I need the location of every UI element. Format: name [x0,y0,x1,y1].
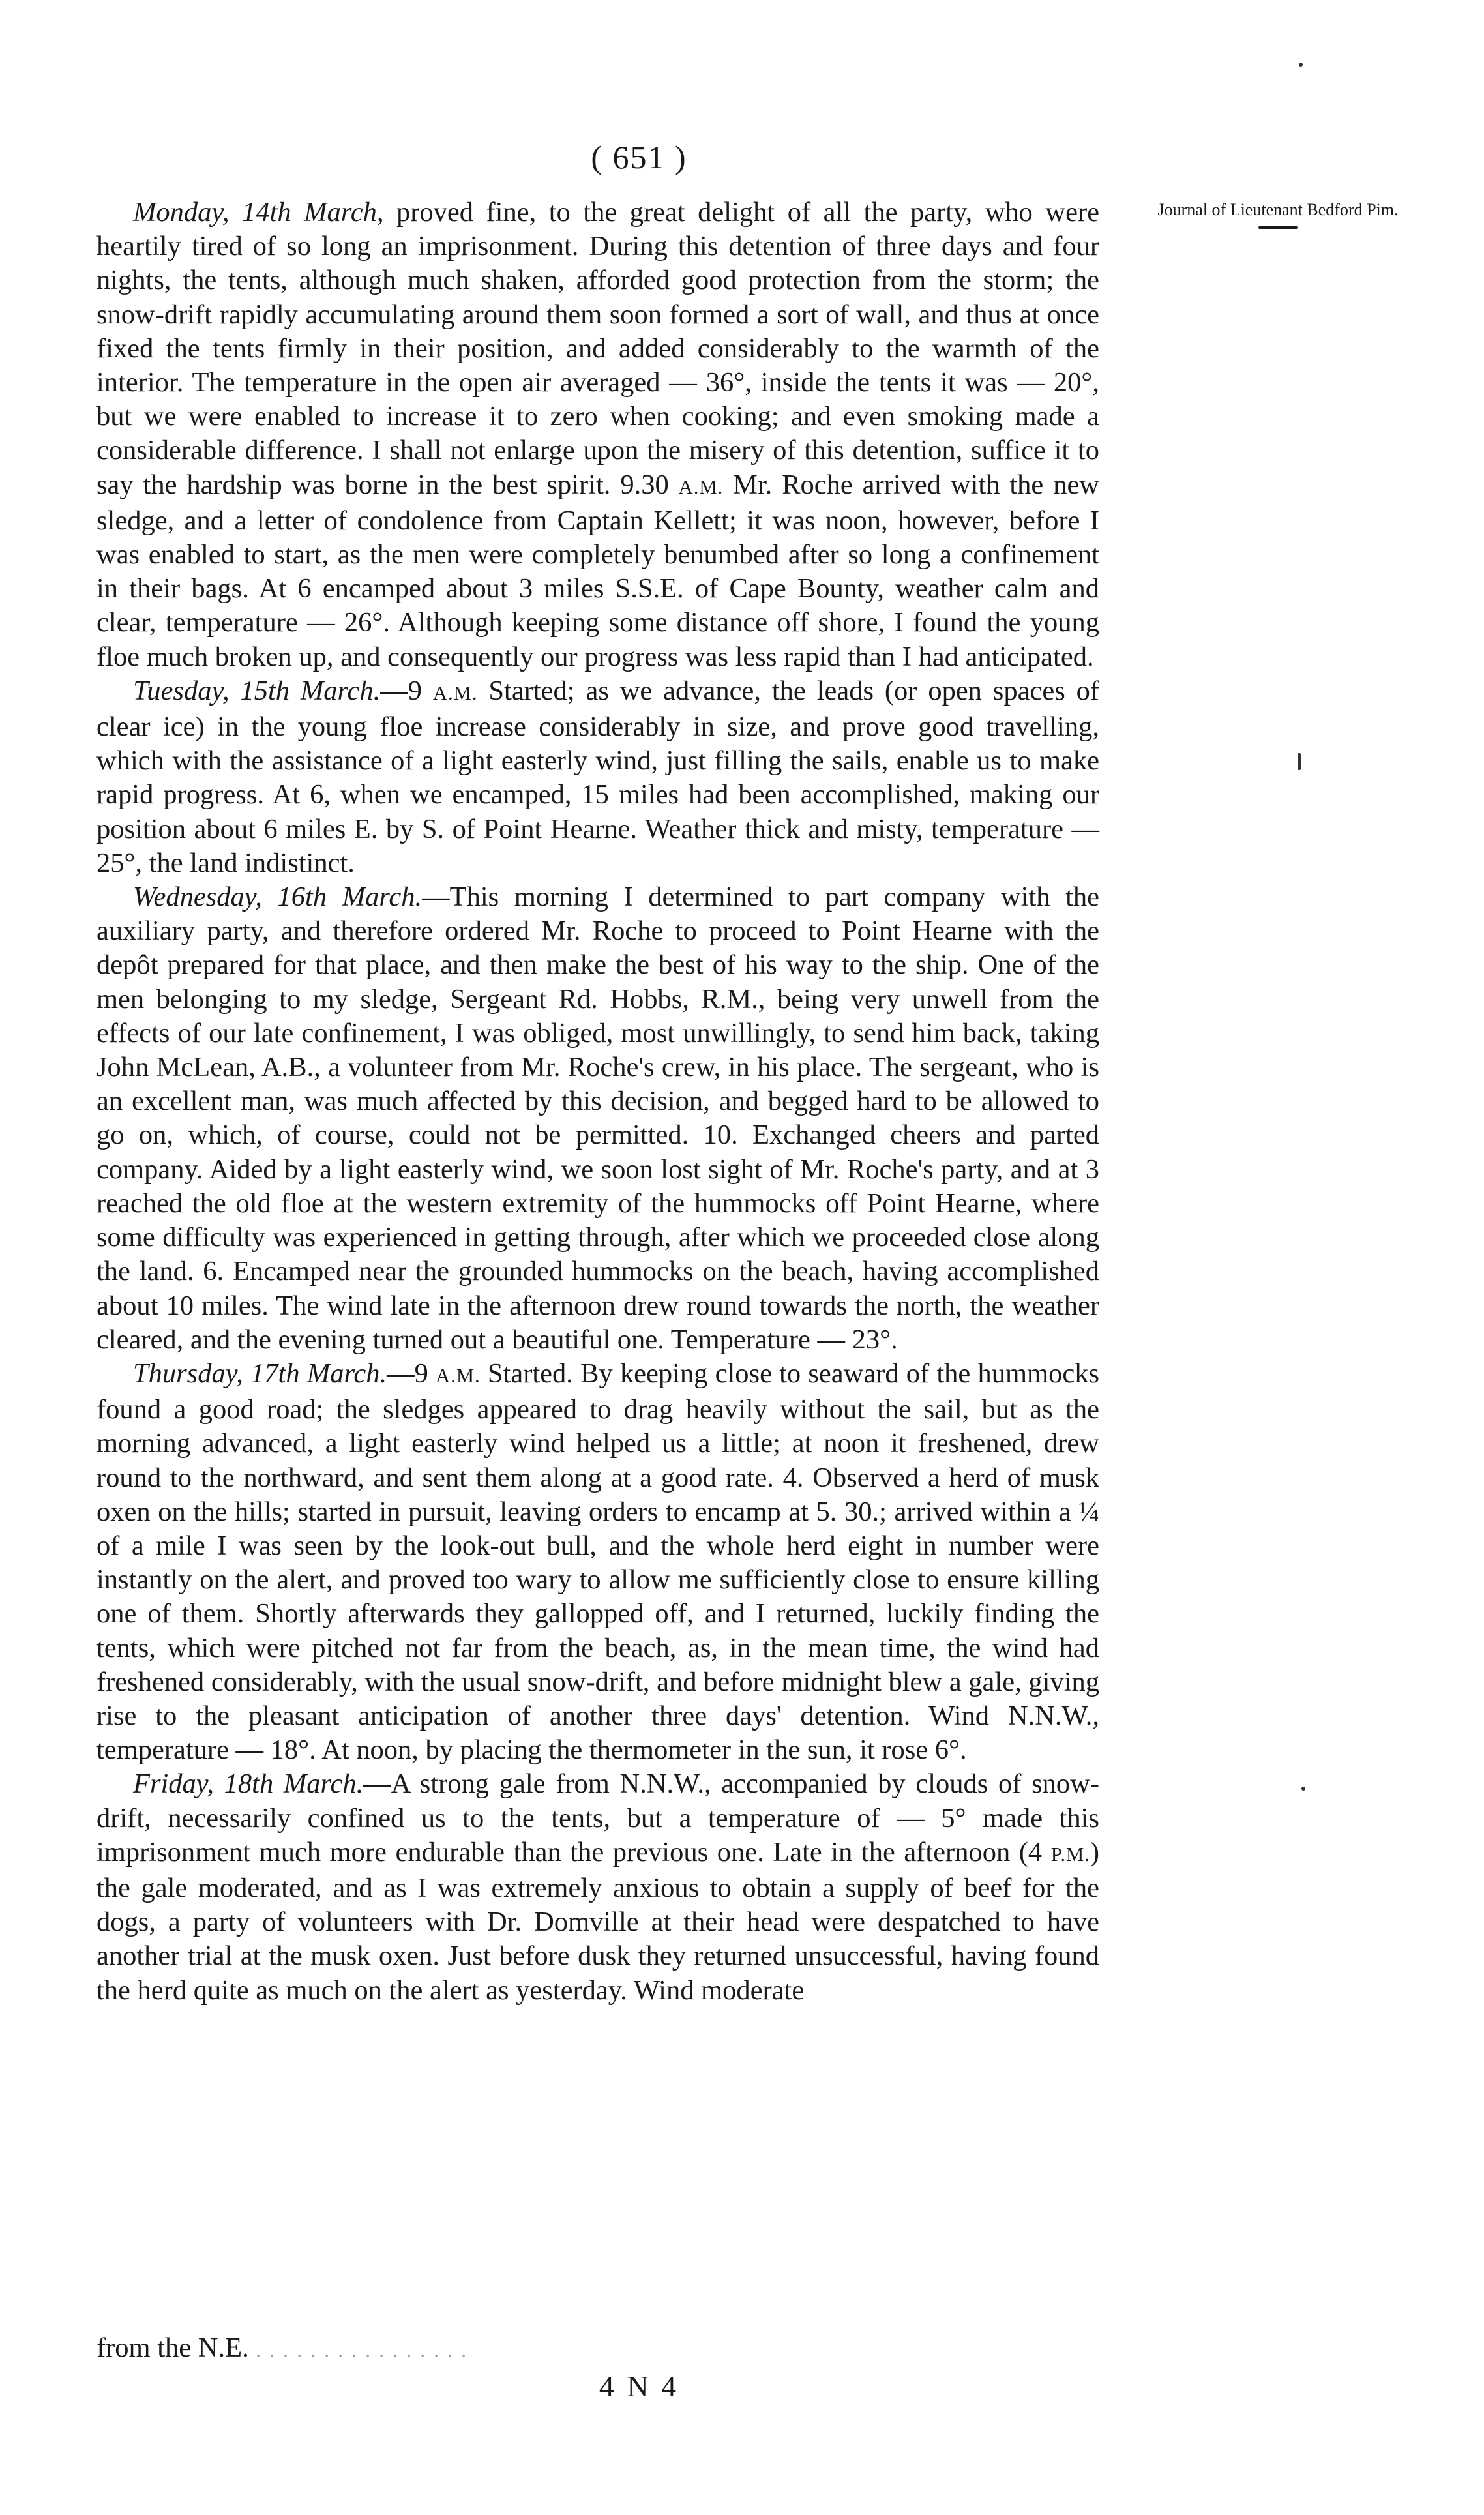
margin-note [1108,199,1447,229]
entry-text: —9 A.M. Started. By keeping close to seaward of the hummocks found a good road; the sledges appeared to drag heavily without the sail, but as the morning advanced, a light easterly wind helped us a little; at noon it freshened, drew round to the northward, and sent them along at a good rate. 4. Observed a herd of musk oxen on the hills; started in pursuit, leaving orders to encamp at 5. 30.; arrived within a ¼ of a mile I was seen by the look-out bull, and the whole herd eight in number were instantly on the alert, and proved too wary to allow me sufficiently close to ensure killing one of them. Shortly afterwards they gallopped off, and I returned, luckily finding the tents, which were pitched not far from the beach, as, in the mean time, the wind had freshened considerably, with the usual snow-drift, and before midnight blew a gale, giving rise to the pleasant anticipation of another three days' detention. Wind N.N.W., temperature — 18°. At noon, by placing the thermometer in the sun, it rose 6°. [96,1358,1100,1766]
ink-speck [1301,1787,1305,1791]
signature-mark: 4 N 4 [599,2370,679,2403]
entry-date: Thursday, 17th March. [133,1358,387,1389]
continuation-text: from the N.E. [96,2332,249,2363]
entry-date: Monday, 14th March, [133,197,384,228]
page-number: ( 651 ) [591,139,687,175]
ink-speck [1299,63,1303,67]
journal-entry-thursday [96,1357,1099,1767]
faded-print: . . . . . . . . . . . . . . . . [256,2340,468,2361]
entry-text: proved fine, to the great delight of all the party, who were heartily tired of so long an imprisonment. During this detention of three days and four nights, the tents, although much shaken, afforded good protection from the storm; the snow-drift rapidly accumulating around them soon formed a sort of wall, and thus at once fixed the tents firmly in their position, and added considerably to the warmth of the interior. The temperature in the open air averaged — 36°, inside the tents it was — 20°, but we were enabled to increase it to zero when cooking; and even smoking made a considerable difference. I shall not enlarge upon the misery of this detention, suffice it to say the hardship was borne in the best spirit. 9.30 A.M. Mr. Roche arrived with the new sledge, and a letter of condolence from Captain Kellett; it was noon, however, before I was enabled to start, as the men were completely benumbed after so long a confinement in their bags. At 6 encamped about 3 miles S.S.E. of Cape Bounty, weather calm and clear, temperature — 26°. Although keeping some distance off shore, I found the young floe much broken up, and consequently our progress was less rapid than I had anticipated. [96,197,1100,672]
journal-entry-monday [96,196,1099,674]
entry-text: —9 A.M. Started; as we advance, the leads (or open spaces of clear ice) in the young floe increase considerably in size, and prove good travelling, which with the assistance of a light easterly wind, just filling the sails, enable us to make rapid progress. At 6, when we encamped, 15 miles had been accomplished, making our position about 6 miles E. by S. of Point Hearne. Weather thick and misty, temperature — 25°, the land indistinct. [96,675,1100,878]
time-abbrev: P.M. [1050,1843,1090,1866]
entry-text: —A strong gale from N.N.W., accompanied by clouds of snow-drift, necessarily confined us to the tents, but a temperature of — 5° made this imprisonment much more endurable than the previous one. Late in the afternoon (4 P.M.) the gale moderated, and as I was extremely anxious to obtain a supply of beef for the dogs, a party of volunteers with Dr. Domville at their head were despatched to have another trial at the musk oxen. Just before dusk they returned unsuccessful, having found the herd quite as much on the alert as yesterday. Wind moderate [96,1768,1099,2006]
journal-body [96,196,1099,2008]
time-abbrev: A.M. [436,1364,481,1387]
entry-date: Friday, 18th March. [133,1768,364,1800]
entry-date: Wednesday, 16th March. [133,882,423,913]
margin-note-text: Journal of Lieutenant Bedford Pim. [1157,200,1399,219]
time-abbrev: A.M. [432,681,478,704]
journal-entry-tuesday [96,674,1099,880]
entry-date: Tuesday, 15th March. [133,675,381,706]
ink-mark [1298,753,1301,770]
journal-entry-friday [96,1767,1099,2007]
time-abbrev: A.M. [678,475,724,498]
journal-entry-wednesday [96,880,1099,1357]
entry-text: —This morning I determined to part company with the auxiliary party, and therefore ordered Mr. Roche to proceed to Point Hearne with the depôt prepared for that place, and then make the best of his way to the ship. One of the men belonging to my sledge, Sergeant Rd. Hobbs, R.M., being very unwell from the effects of our late confinement, I was obliged, most unwillingly, to send him back, taking John McLean, A.B., a volunteer from Mr. Roche's crew, in his place. The sergeant, who is an excellent man, was much affected by this decision, and begged hard to be allowed to go on, which, of course, could not be permitted. 10. Exchanged cheers and parted company. Aided by a light easterly wind, we soon lost sight of Mr. Roche's party, and at 3 reached the old floe at the western extremity of the hummocks off Point Hearne, where some difficulty was experienced in getting through, after which we proceeded close along the land. 6. Encamped near the grounded hummocks on the beach, having accomplished about 10 miles. The wind late in the afternoon drew round towards the north, the weather cleared, and the evening turned out a beautiful one. Temperature — 23°. [96,882,1100,1355]
margin-note-rule [1258,226,1298,229]
continuation-line [96,2331,1099,2368]
